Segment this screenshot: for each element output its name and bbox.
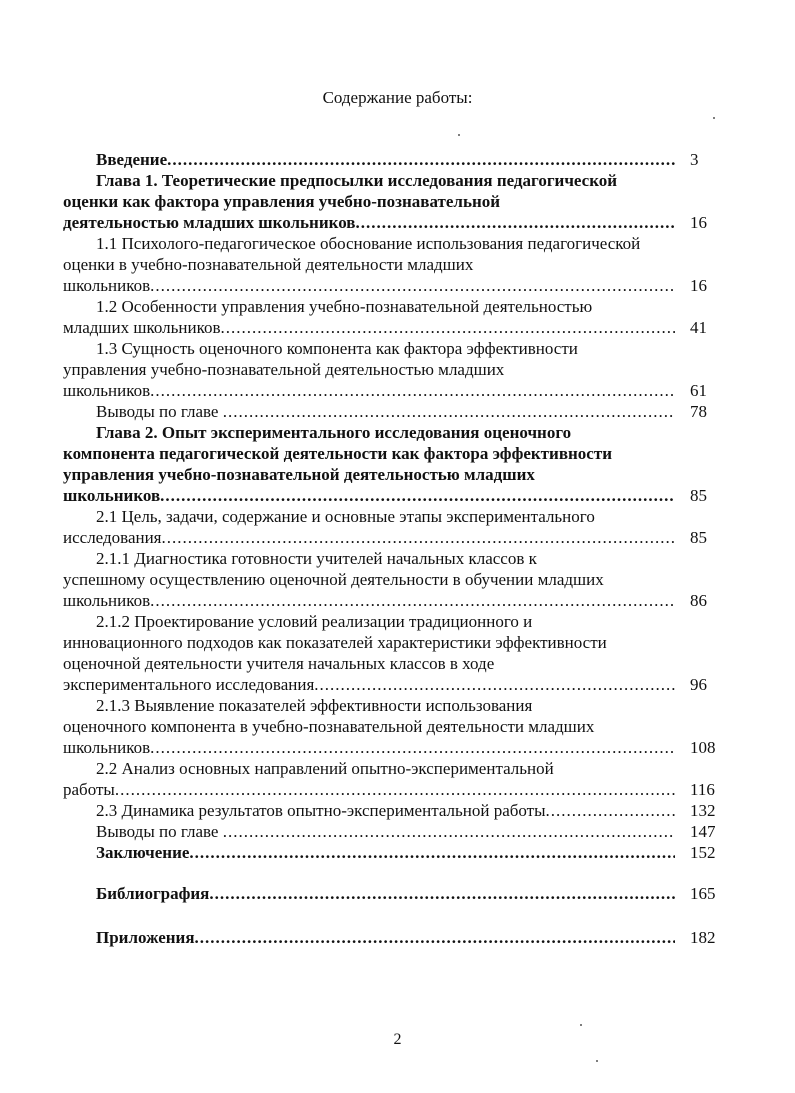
toc-page-number: 116 — [690, 780, 715, 799]
toc-entry-bibliography — [96, 883, 675, 904]
toc-page-number: 86 — [690, 591, 707, 610]
toc-chapter-1-line-2: оценки как фактора управления учебно-познавательной — [63, 192, 501, 211]
toc-section-1-2-line-1: 1.2 Особенности управления учебно-познавательной деятельностью — [96, 297, 593, 316]
toc-page-number: 16 — [690, 213, 707, 232]
page-number: 2 — [393, 1031, 402, 1048]
toc-section-2-1-3-line-1: 2.1.3 Выявление показателей эффективности использования — [96, 696, 533, 715]
toc-entry-label: экспериментального исследования — [63, 675, 315, 694]
toc-entry-label: школьников — [63, 276, 151, 295]
toc-entry-label: школьников — [63, 381, 151, 400]
toc-entry-appendices — [96, 927, 675, 948]
toc-entry-label: школьников — [63, 591, 151, 610]
toc-section-1-2-line-2 — [63, 317, 675, 338]
toc-section-2-2-line-1: 2.2 Анализ основных направлений опытно-экспериментальной — [96, 759, 554, 778]
toc-entry-label: Выводы по главе — [96, 402, 223, 421]
page-title: Содержание работы: — [322, 88, 473, 107]
toc-entry-label: Приложения — [96, 928, 195, 947]
toc-section-2-1-1-line-2: успешному осуществлению оценочной деятельности в обучении младших — [63, 570, 604, 589]
toc-section-2-1-line-1: 2.1 Цель, задачи, содержание и основные этапы экспериментального — [96, 507, 595, 526]
toc-section-1-1-line-1: 1.1 Психолого-педагогическое обоснование использования педагогической — [96, 234, 641, 253]
toc-page-number: 147 — [690, 822, 716, 841]
toc-chapter-1-conclusions — [96, 401, 675, 422]
scan-speck — [596, 1060, 598, 1062]
toc-section-2-1-3-line-2: оценочного компонента в учебно-познавательной деятельности младших — [63, 717, 595, 736]
toc-section-2-1-line-2 — [63, 527, 675, 548]
toc-page-number: 78 — [690, 402, 707, 421]
toc-section-2-2-line-2 — [63, 779, 675, 800]
toc-section-2-1-1-line-3 — [63, 590, 675, 611]
toc-entry-label: Библиография — [96, 884, 210, 903]
toc-page-number: 96 — [690, 675, 707, 694]
toc-page-number: 16 — [690, 276, 707, 295]
toc-page-number: 85 — [690, 528, 707, 547]
scan-speck — [713, 117, 715, 119]
toc-chapter-1-line-3 — [63, 212, 675, 233]
toc-entry-label: исследования — [63, 528, 162, 547]
toc-entry-label: Выводы по главе — [96, 822, 223, 841]
toc-page-number: 165 — [690, 884, 716, 903]
toc-entry-label: 2.3 Динамика результатов опытно-экспериментальной работы — [96, 801, 546, 820]
toc-section-1-1-line-3 — [63, 275, 675, 296]
toc-section-1-3-line-1: 1.3 Сущность оценочного компонента как фактора эффективности — [96, 339, 578, 358]
toc-section-2-1-2-line-1: 2.1.2 Проектирование условий реализации традиционного и — [96, 612, 533, 631]
toc-entry-intro — [96, 149, 675, 170]
toc-page-number: 85 — [690, 486, 707, 505]
toc-page-number: 182 — [690, 928, 716, 947]
toc-chapter-2-line-2: компонента педагогической деятельности как фактора эффективности — [63, 444, 612, 463]
toc-page-number: 3 — [690, 150, 699, 169]
scan-speck — [458, 134, 460, 136]
toc-section-1-1-line-2: оценки в учебно-познавательной деятельности младших — [63, 255, 474, 274]
toc-page-number: 152 — [690, 843, 716, 862]
toc-section-2-1-2-line-3: оценочной деятельности учителя начальных классов в ходе — [63, 654, 495, 673]
toc-entry-label: школьников — [63, 486, 161, 505]
toc-page-number: 132 — [690, 801, 716, 820]
toc-entry-conclusion — [96, 842, 675, 863]
toc-section-2-1-2-line-4 — [63, 674, 675, 695]
toc-section-1-3-line-3 — [63, 380, 675, 401]
toc-page-number: 108 — [690, 738, 716, 757]
toc-chapter-2-conclusions — [96, 821, 675, 842]
toc-entry-label: работы — [63, 780, 115, 799]
toc-page-number: 41 — [690, 318, 707, 337]
toc-section-2-3 — [96, 800, 675, 821]
toc-page-number: 61 — [690, 381, 707, 400]
toc-section-2-1-3-line-3 — [63, 737, 675, 758]
toc-entry-label: младших школьников — [63, 318, 221, 337]
toc-section-2-1-2-line-2: инновационного подходов как показателей характеристики эффективности — [63, 633, 607, 652]
toc-chapter-1-line-1: Глава 1. Теоретические предпосылки исследования педагогической — [96, 171, 618, 190]
toc-entry-label: школьников — [63, 738, 151, 757]
toc-section-1-3-line-2: управления учебно-познавательной деятельностью младших — [63, 360, 505, 379]
toc-chapter-2-line-4 — [63, 485, 675, 506]
toc-entry-label: Заключение — [96, 843, 190, 862]
toc-entry-label: Введение — [96, 150, 168, 169]
scan-speck — [580, 1024, 582, 1026]
toc-section-2-1-1-line-1: 2.1.1 Диагностика готовности учителей начальных классов к — [96, 549, 537, 568]
toc-entry-label: деятельностью младших школьников — [63, 213, 356, 232]
toc-chapter-2-line-3: управления учебно-познавательной деятельностью младших — [63, 465, 535, 484]
toc-chapter-2-line-1: Глава 2. Опыт экспериментального исследования оценочного — [96, 423, 572, 442]
